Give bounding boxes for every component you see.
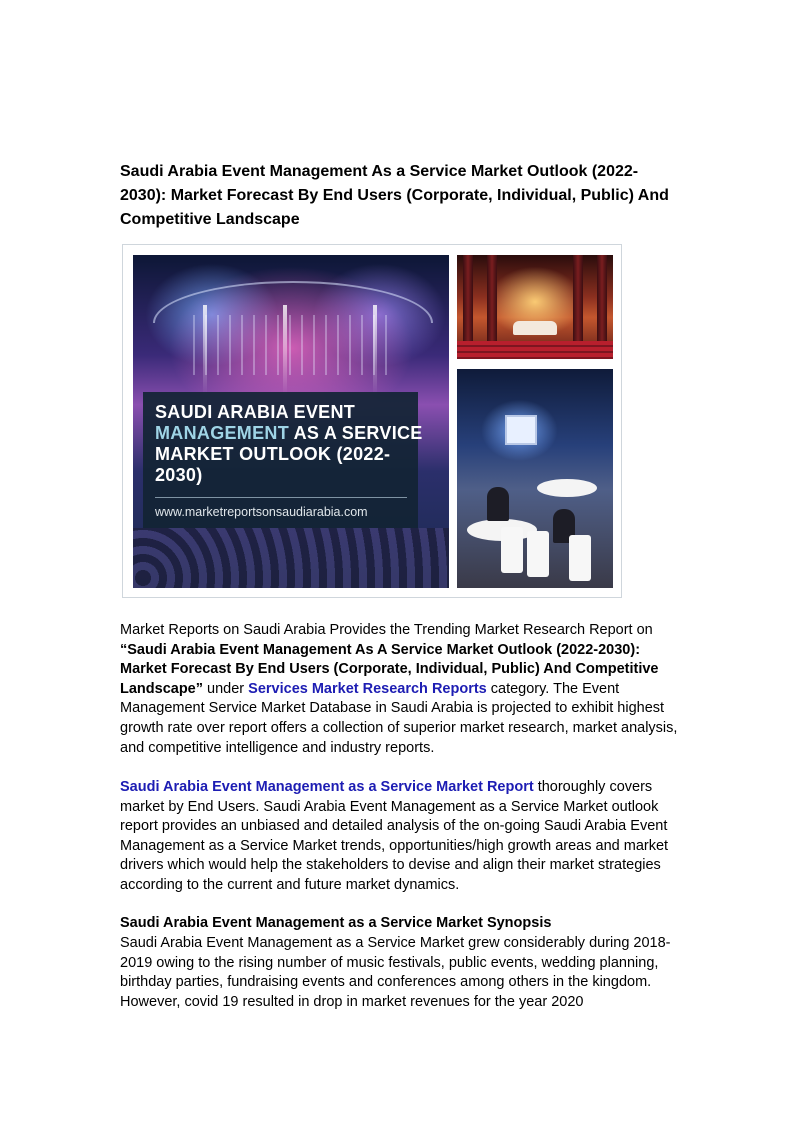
- synopsis-heading: Saudi Arabia Event Management as a Service Market Synopsis: [120, 915, 552, 931]
- report-title: Saudi Arabia Event Management As a Service Market Outlook (2022-2030): Market Forecast By End Users (Corporate, Individual, Public) And Competitive Landscape: [120, 163, 669, 228]
- banquet-chair: [527, 531, 549, 577]
- intro-lead: Market Reports on Saudi Arabia Provides the Trending Market Research Report on: [120, 622, 653, 638]
- services-reports-link[interactable]: Services Market Research Reports: [248, 680, 487, 697]
- cover-title-accent: MANAGEMENT: [155, 423, 289, 443]
- stage-rigging: [193, 315, 389, 375]
- light-beam: [373, 305, 377, 395]
- intro-paragraph: [120, 621, 680, 758]
- cover-title-line: MARKET OUTLOOK (2022-: [155, 444, 391, 464]
- synopsis-paragraph: Saudi Arabia Event Management as a Service Market grew considerably during 2018-2019 owing to the rising number of music festivals, public events, wedding planning, birthday parties, fundraising events and conferences among others in the kingdom. However, covid 19 resulted in drop in market revenues for the year 2020: [120, 935, 671, 1010]
- intro-under: under: [203, 680, 249, 697]
- banquet-chair: [501, 527, 523, 573]
- cover-title-line: [155, 423, 423, 444]
- intro-tail: category. The Event Management Service Market Database in Saudi Arabia is projected to exhibit highest growth rate over report offers a collection of superior market research, market analysis, and competitive intelligence and industry reports.: [120, 680, 678, 756]
- coverage-paragraph: [120, 778, 680, 896]
- market-report-link[interactable]: Saudi Arabia Event Management as a Service Market Report: [120, 779, 534, 795]
- intro-report-name: “Saudi Arabia Event Management As A Service Market Outlook (2022-2030): Market Forecast By End Users (Corporate, Individual, Public) And Competitive Landscape”: [120, 641, 659, 697]
- wedding-stage-photo: [457, 255, 613, 359]
- cover-title-line: SAUDI ARABIA EVENT: [155, 402, 356, 422]
- cover-title-rest: AS A SERVICE: [289, 423, 423, 443]
- report-cover-image: [122, 244, 622, 598]
- cover-url: www.marketreportsonsaudiarabia.com: [155, 505, 368, 519]
- cover-title-line: 2030): [155, 465, 203, 485]
- cover-divider: [155, 497, 407, 498]
- light-beam: [203, 305, 207, 395]
- cover-title-box: [143, 392, 423, 528]
- guest: [487, 487, 509, 521]
- coverage-text: thoroughly covers market by End Users. Saudi Arabia Event Management as a Service Market outlook report provides an unbiased and detailed analysis of the on-going Saudi Arabia Event Management as a Service Market trends, opportunities/high growth areas and market drivers which would help the stakeholders to devise and align their market strategies according to the current and future market dynamics.: [120, 779, 669, 893]
- stage-steps: [457, 341, 613, 359]
- light-beam: [283, 305, 287, 395]
- audience-seating: [133, 528, 449, 588]
- banquet-chair: [569, 535, 591, 581]
- projection-screen: [505, 415, 537, 445]
- banquet-hall-photo: [457, 369, 613, 588]
- stage-sofa: [513, 321, 557, 335]
- concert-stage-photo: [133, 255, 449, 588]
- banquet-table: [537, 479, 597, 497]
